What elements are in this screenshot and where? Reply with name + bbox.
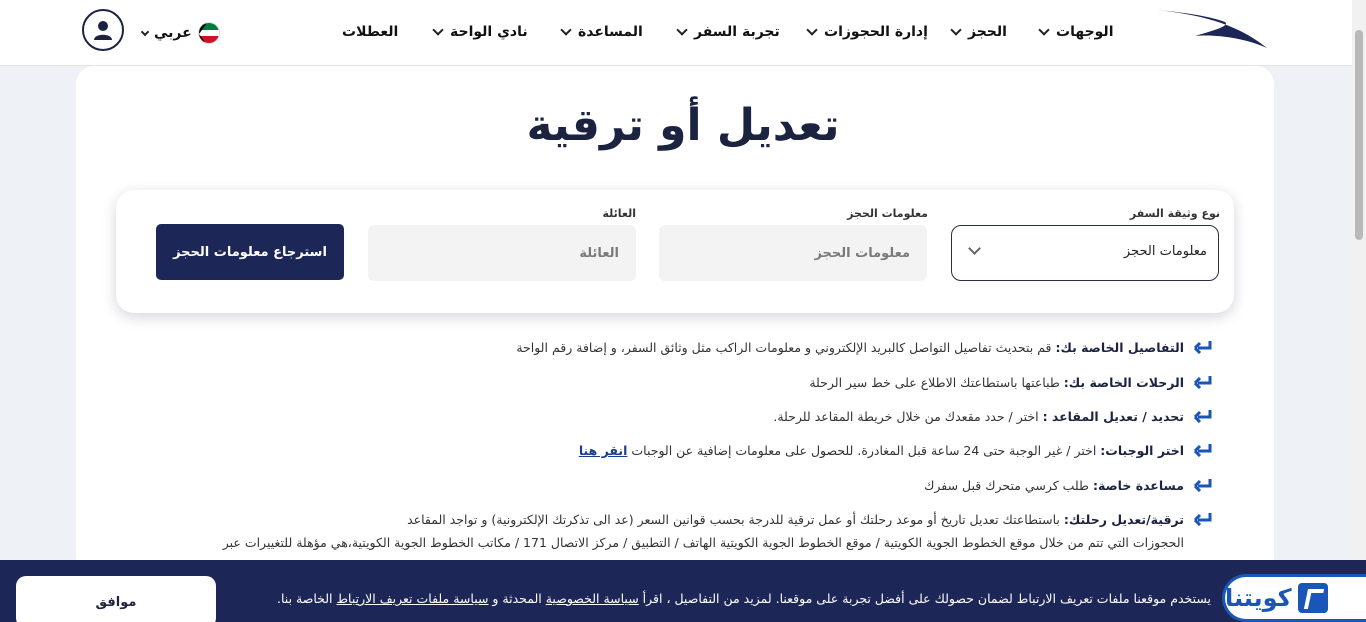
return-arrow-icon xyxy=(1194,478,1212,492)
return-arrow-icon xyxy=(1194,340,1212,354)
user-account-button[interactable] xyxy=(82,9,124,51)
chevron-down-icon xyxy=(968,242,981,255)
return-arrow-icon xyxy=(1194,443,1212,457)
list-item-text: طباعتها باستطاعتك الاطلاع على خط سير الرحلة xyxy=(809,375,1064,390)
language-switcher[interactable] xyxy=(142,22,220,44)
list-item-title: ترقية/تعديل رحلتك: xyxy=(1063,512,1184,527)
chevron-down-icon xyxy=(560,24,571,35)
cookie-text-lead: يستخدم موقعنا ملفات تعريف الارتباط لضمان حصولك على أفضل تجربة على موقعنا. لمزيد من التفاصيل ، اقرأ xyxy=(638,591,1211,606)
nav-item-holidays[interactable] xyxy=(342,20,398,44)
list-item-title: اختر الوجبات: xyxy=(1100,443,1184,458)
accept-cookies-button[interactable]: موافق xyxy=(16,576,216,622)
list-item-title: الرحلات الخاصة بك: xyxy=(1063,375,1184,390)
chevron-down-icon xyxy=(432,24,443,35)
list-item xyxy=(407,512,1184,527)
family-name-input[interactable] xyxy=(368,225,636,281)
meals-info-link[interactable]: انقر هنا xyxy=(578,443,628,458)
list-item xyxy=(809,375,1184,390)
page-title: تعديل أو ترقية xyxy=(526,100,840,151)
nav-label: الحجز xyxy=(968,24,1007,40)
chevron-down-icon xyxy=(806,24,817,35)
cookie-text xyxy=(277,591,1211,606)
cookie-text-end: الخاصة بنا. xyxy=(277,591,337,606)
language-label: عربي xyxy=(154,25,192,41)
doc-type-label: نوع وثيقة السفر xyxy=(1129,207,1220,220)
doc-type-value: معلومات الحجز xyxy=(1123,244,1207,259)
privacy-policy-link[interactable]: سياسة الخصوصية xyxy=(545,591,639,606)
badge-logo-icon xyxy=(1298,583,1328,613)
return-arrow-icon xyxy=(1194,512,1212,526)
nav-label: المساعدة xyxy=(578,24,643,40)
site-watermark-badge xyxy=(1222,574,1366,622)
nav-label: إدارة الحجوزات xyxy=(824,24,928,40)
nav-label: نادي الواحة xyxy=(450,24,528,40)
booking-info-input[interactable] xyxy=(659,225,927,281)
nav-label: الوجهات xyxy=(1056,24,1114,40)
cookie-text-mid: المحدثة و xyxy=(488,591,546,606)
list-item-text: طلب كرسي متحرك قبل سفرك xyxy=(924,478,1093,493)
list-item-text: اختر / غير الوجبة حتى 24 ساعة قبل المغادرة. للحصول على معلومات إضافية عن الوجبات xyxy=(627,443,1101,458)
chevron-down-icon xyxy=(676,24,687,35)
list-item-text: قم بتحديث تفاصيل التواصل كالبريد الإلكتروني و معلومات الراكب مثل وثائق السفر، و إضافة رقم الواحة xyxy=(516,340,1056,355)
top-header xyxy=(0,0,1352,66)
doc-type-select[interactable] xyxy=(951,225,1219,281)
nav-item-help[interactable] xyxy=(562,20,643,44)
cookie-policy-link[interactable]: سياسة ملفات تعريف الارتباط xyxy=(336,591,489,606)
nav-label: العطلات xyxy=(342,24,399,40)
nav-item-travel-experience[interactable] xyxy=(678,20,780,44)
nav-item-booking[interactable] xyxy=(952,20,1007,44)
list-item xyxy=(773,409,1184,424)
nav-item-oasis-club[interactable] xyxy=(434,20,528,44)
list-item-text: اختر / حدد مقعدك من خلال خريطة المقاعد للرحلة. xyxy=(773,409,1043,424)
chevron-down-icon xyxy=(1038,24,1049,35)
list-item xyxy=(516,340,1184,355)
return-arrow-icon xyxy=(1194,375,1212,389)
user-icon xyxy=(92,19,114,41)
list-item xyxy=(579,443,1184,458)
nav-item-destinations[interactable] xyxy=(1040,20,1114,44)
list-item xyxy=(924,478,1184,493)
retrieve-booking-button[interactable]: استرجاع معلومات الحجز xyxy=(156,224,344,280)
list-item-title: التفاصيل الخاصة بك: xyxy=(1055,340,1184,355)
return-arrow-icon xyxy=(1194,409,1212,423)
nav-label: تجربة السفر xyxy=(694,24,780,40)
list-item-title: تحديد / تعديل المقاعد : xyxy=(1042,409,1184,424)
list-item-title: مساعدة خاصة: xyxy=(1092,478,1184,493)
chevron-down-icon xyxy=(950,24,961,35)
family-name-label: العائلة xyxy=(602,207,636,220)
page-scrollbar[interactable] xyxy=(1352,0,1366,622)
kuwait-flag-icon xyxy=(198,22,220,44)
list-item-continuation: الحجوزات التي تتم من خلال موقع الخطوط الجوية الكويتية / موقع الخطوط الجوية الكويتية الهاتف / التطبيق / مركز الاتصال 171 / مكاتب الخطوط الجوية الكويتية،هي مؤهلة للتغييرات عبر xyxy=(222,535,1184,550)
nav-item-manage-booking[interactable] xyxy=(808,20,928,44)
badge-text: كويتنا xyxy=(1225,584,1292,612)
booking-info-label: معلومات الحجز xyxy=(847,207,928,220)
list-item-text: باستطاعتك تعديل تاريخ أو موعد رحلتك أو عمل ترقية للدرجة بحسب قوانين السعر (عد الى تذكرتك الإلكترونية) و تواجد المقاعد xyxy=(407,512,1064,527)
chevron-down-icon xyxy=(141,27,149,35)
